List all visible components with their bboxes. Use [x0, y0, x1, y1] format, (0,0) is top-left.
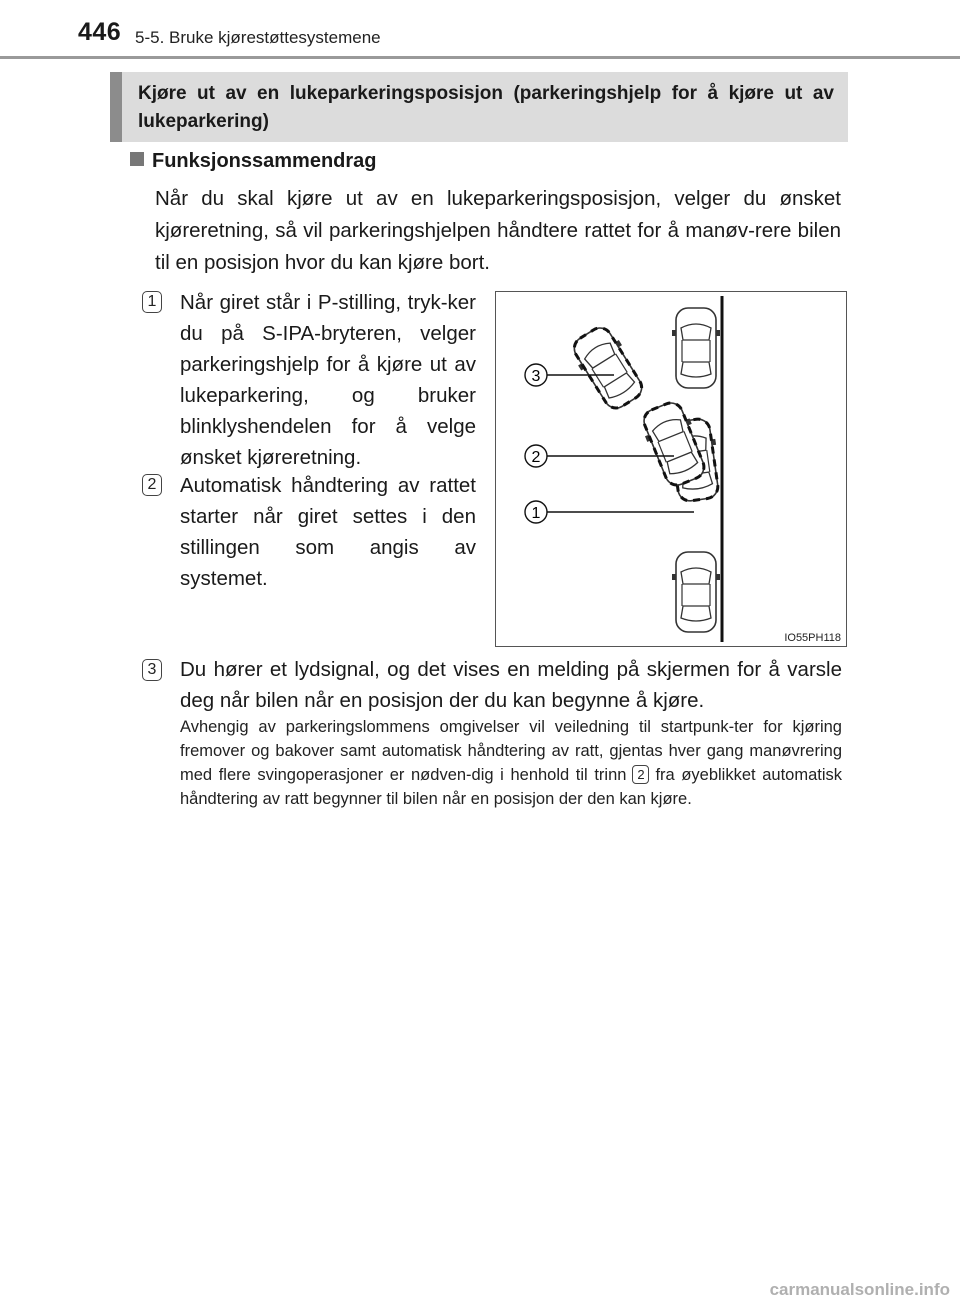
parking-diagram-svg — [496, 292, 848, 648]
step-text-1: Når giret står i P-stilling, tryk-ker du på S-IPA-bryteren, velger parkeringshjelp for å kjøre ut av lukeparkering, og bruker blinklyshendelen for å velge ønsket kjøreretning. — [180, 291, 476, 469]
step-number-1: 1 — [142, 291, 162, 313]
figure-code: IO55PH118 — [784, 632, 841, 644]
inline-step-ref: 2 — [632, 765, 649, 784]
parked-car-bottom — [672, 552, 720, 632]
note-text-part1: Avhengig av parkeringslommens omgivelser vil veiledning til startpunk-ter for kjøring fremover og bakover samt automatisk håndtering av ratt, gjentas hver gang manøvrering med flere svingoperasjoner er nødven-dig i henhold til trinn — [180, 718, 842, 784]
summary-paragraph: Når du skal kjøre ut av en lukeparkeringsposisjon, velger du ønsket kjøreretning, så vil parkeringshjelpen håndtere rattet for å manøv-rere bilen til en posisjon hvor du kan kjøre bort. — [155, 187, 841, 274]
step-text-3: Du hører et lydsignal, og det vises en melding på skjermen for å varsle deg når bilen når en posisjon der du kan begynne å kjøre. — [180, 658, 842, 712]
page-number: 446 — [78, 18, 122, 46]
watermark: carmanualsonline.info — [769, 1280, 950, 1299]
car-position-3 — [566, 321, 649, 414]
step-text-2: Automatisk håndtering av rattet starter når giret settes i den stillingen som angis av systemet. — [180, 474, 476, 590]
parked-car-top — [672, 308, 720, 388]
step-number-2: 2 — [142, 474, 162, 496]
section-title: Kjøre ut av en lukeparkeringsposisjon (parkeringshjelp for å kjøre ut av lukeparkering) — [138, 83, 834, 132]
note-paragraph — [180, 715, 842, 811]
square-bullet-icon — [130, 152, 144, 166]
section-title-box — [110, 72, 848, 142]
callout-1: 1 — [531, 505, 541, 522]
parking-diagram — [495, 291, 847, 647]
header-rule — [0, 56, 960, 59]
summary-heading — [130, 150, 377, 173]
callout-3: 3 — [531, 368, 541, 385]
summary-heading-text: Funksjonssammendrag — [152, 150, 377, 172]
note-text-part2: fra øyeblikket automatisk håndtering av ratt begynner til bilen når en posisjon der den kan kjøre. — [180, 766, 843, 808]
callout-2: 2 — [531, 449, 541, 466]
running-head: 5-5. Bruke kjørestøttesystemene — [135, 28, 381, 47]
step-number-3: 3 — [142, 659, 162, 681]
